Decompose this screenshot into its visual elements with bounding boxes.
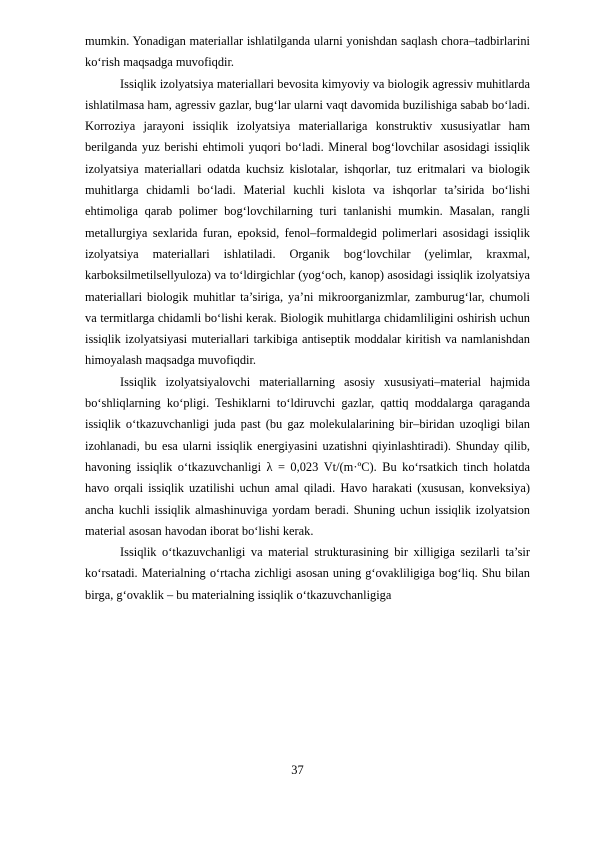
paragraph-continuation: mumkin. Yonadigan materiallar ishlatilganda ularni yonishdan saqlash chora–tadbirlarini ko‘rish maqsadga muvofiqdir. xyxy=(85,34,530,70)
page-number: 37 xyxy=(291,763,304,777)
paragraph-structure: Issiqlik o‘tkazuvchanligi va material strukturasining bir xilligiga sezilarli ta’sir ko‘rsatadi. Materialning o‘rtacha zichligi asosan uning g‘ovakliligiga bog‘liq. Shu bilan birga, g‘ovaklik – bu materialning issiqlik o‘tkazuvchanligiga xyxy=(85,545,530,602)
paragraph-porosity: Issiqlik izolyatsiyalovchi materiallarning asosiy xususiyati–material hajmida bo‘shliqlarning ko‘pligi. Teshiklarni to‘ldiruvchi gazlar, qattiq moddalarga qaraganda issiqlik o‘tkazuvchanligi juda past (bu gaz molekulalarining bir–biridan uzoqligi bilan izohlanadi, bu esa ularni issiqlik energiyasini uzatishni qiyinlashtiradi). Shunday qilib, havoning issiqlik o‘tkazuvchanligi λ = 0,023 Vt/(m·ºC). Bu ko‘rsatkich tinch holatda havo orqali issiqlik uzatilishi uchun amal qiladi. Havo harakati (xususan, konveksiya) ancha kuchli issiqlik almashinuviga yordam beradi. Shuning uchun issiqlik izolyatsion material asosan havodan iborat bo‘lishi kerak. xyxy=(85,374,530,538)
page-body xyxy=(85,31,530,606)
paragraph-corrosion: Issiqlik izolyatsiya materiallari bevosita kimyoviy va biologik agressiv muhitlarda ishlatilmasa ham, agressiv gazlar, bug‘lar ularni vaqt davomida buzilishiga sabab bo‘ladi. Korroziya jarayoni issiqlik izolyatsiya materiallariga konstruktiv xususiyatlar ham berilganda yuz berishi ehtimoli yuqori bo‘ladi. Mineral bog‘lovchilar asosidagi issiqlik izolyatsiya materiallari odatda kuchsiz kislotalar, ishqorlar, tuz eritmalari va biologik muhitlarga chidamli bo‘ladi. Material kuchli kislota va ishqorlar ta’sirida bo‘lishi ehtimoliga qarab polimer bog‘lovchilarning turi tanlanishi mumkin. Masalan, rangli metallurgiya sexlarida furan, epoksid, fenol–formaldegid polimerlari asosidagi issiqlik izolyatsiya materiallari ishlatiladi. Organik bog‘lovchilar (yelimlar, kraxmal, karboksilmetilsellyuloza) va to‘ldirgichlar (yog‘och, kanop) asosidagi issiqlik izolyatsiya materiallari biologik muhitlar ta’siriga, ya’ni mikroorganizmlar, zamburug‘lar, chumoli va termitlarga chidamli bo‘lishi kerak. Biologik muhitlarga chidamliligini oshirish uchun issiqlik izolyatsiyasi muteriallari tarkibiga antiseptik moddalar kiritish va namlanishdan himoyalash maqsadga muvofiqdir. xyxy=(85,76,530,368)
